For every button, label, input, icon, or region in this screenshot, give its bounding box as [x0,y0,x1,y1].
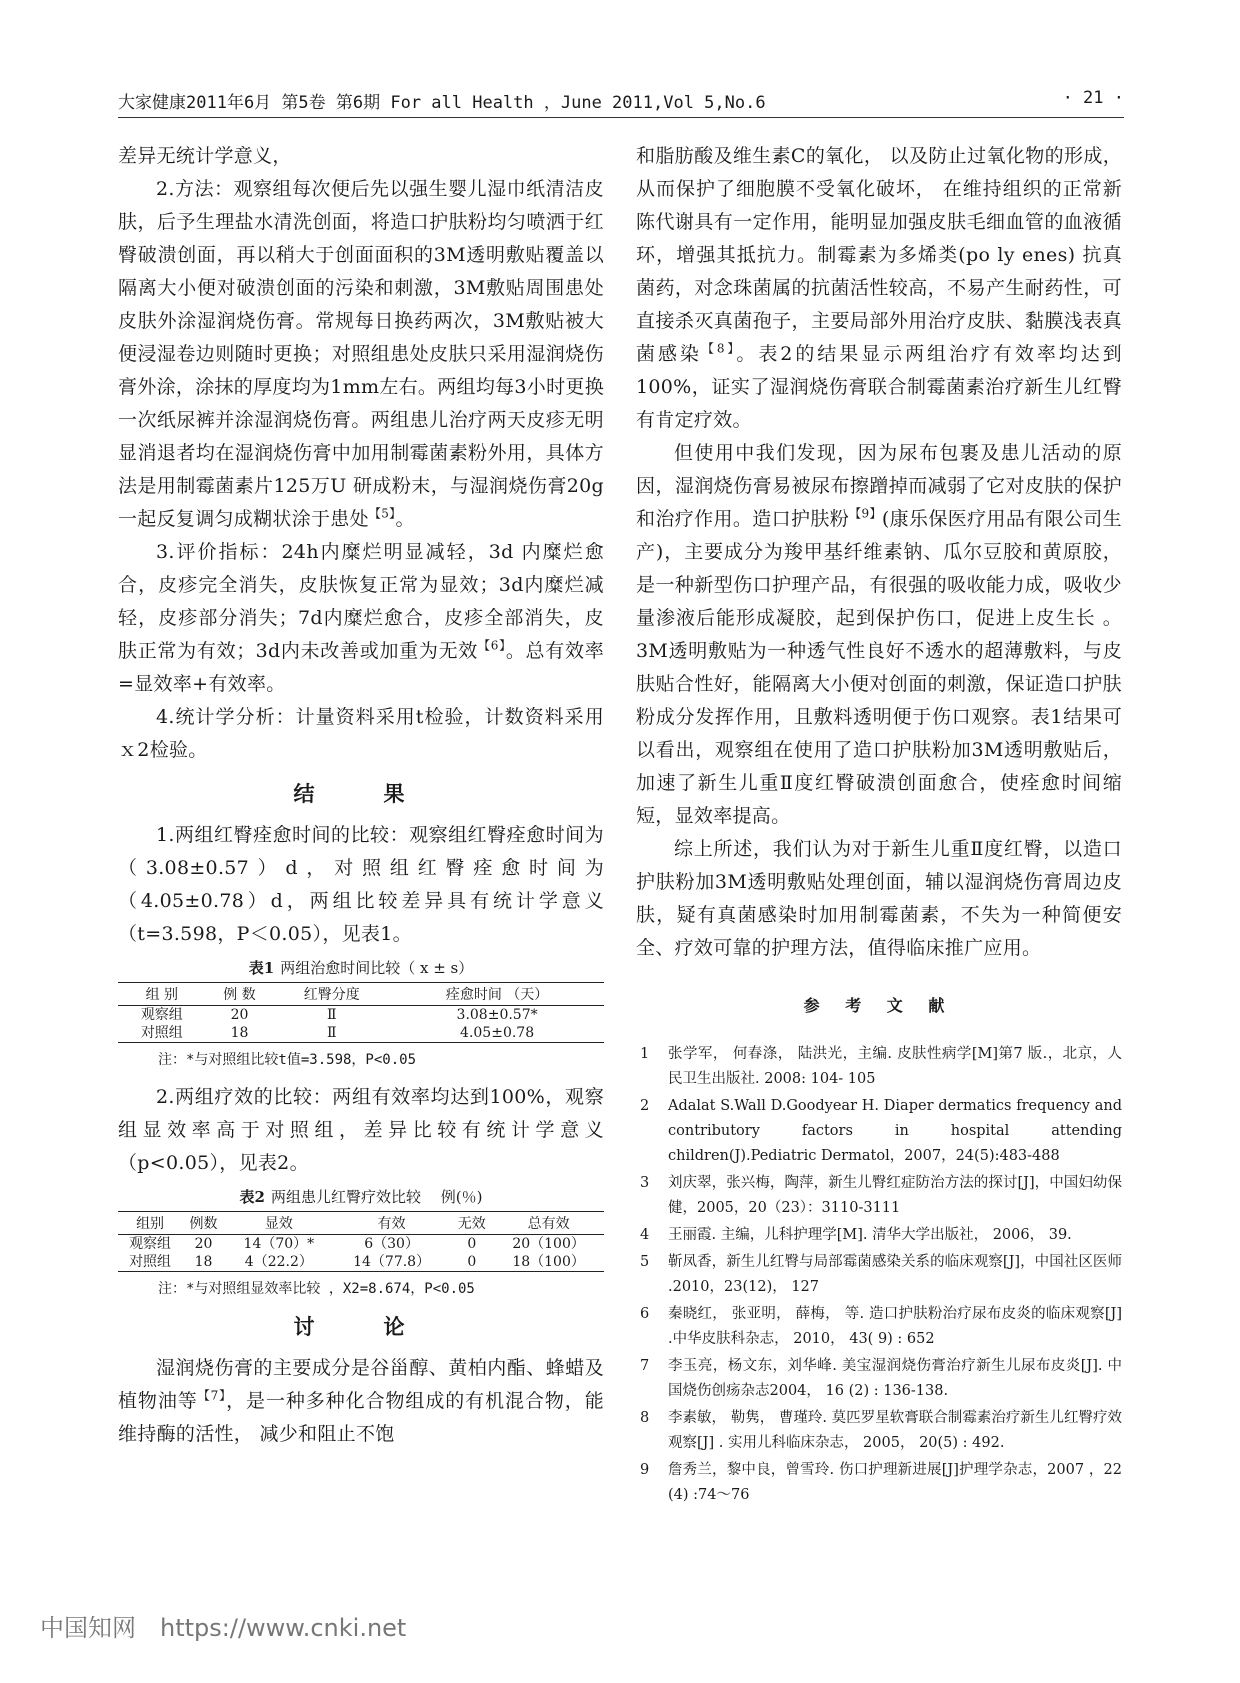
citation-5[interactable]: 【5】 [368,506,396,521]
reference-item: 3 刘庆翠，张兴梅，陶萍，新生儿臀红症防治方法的探讨[J]，中国妇幼保健，2005，20（23）：3110-3111 [640,1175,1122,1216]
table-header: 红臀分度 [273,983,390,1006]
para-methods: 2.方法：观察组每次便后先以强生婴儿湿巾纸清洁皮肤，后予生理盐水清洗创面，将造口护肤粉均匀喷洒于红臀破溃创面，再以稍大于创面面积的3M透明敷贴覆盖以隔离大小便对破溃创面的污染和刺激，3M敷贴周围患处皮肤外涂湿润烧伤膏。常规每日换药两次，3M敷贴被大便浸湿卷边则随时更换；对照组患处皮肤只采用湿润烧伤膏外涂，涂抹的厚度均为1mm左右。两组均每3小时更换一次纸尿裤并涂湿润烧伤膏。两组患儿治疗两天皮疹无明显消退者均在湿润烧伤膏中加用制霉菌素粉外用，具体方法是用制霉菌素片125万U 研成粉末，与湿润烧伤膏20g一起反复调匀成糊状涂于患处$^{【5】}$。 [118,178,605,530]
section-heading-discussion: 讨 论 [293,1314,429,1339]
reference-item: 7 李玉亮，杨文东，刘华峰. 美宝湿润烧伤膏治疗新生儿尿布皮炎[J]. 中国烧伤创疡杂志2004， 16 (2) : 136-138. [640,1358,1122,1399]
reference-item: 4 王丽霞. 主编，儿科护理学[M]. 清华大学出版社， 2006， 39. [640,1227,1072,1243]
para-conclusion: 综上所述，我们认为对于新生儿重Ⅱ度红臀，以造口护肤粉加3M透明敷贴处理创面，辅以湿润烧伤膏周边皮肤，疑有真菌感染时加用制霉菌素，不失为一种简便安全、疗效可靠的护理方法，值得临床推广应用。 [636,838,1122,959]
watermark-url[interactable]: https://www.cnki.net [160,1614,407,1642]
table-row: 观察组 20 14（70）* 6（30） 0 20（100） [129,1236,585,1252]
reference-item: 9 詹秀兰，黎中良，曾雪玲. 伤口护理新进展[J]护理学杂志，2007 ，22 (4) :74～76 [640,1462,1122,1503]
journal-title: 大家健康2011年6月 第5卷 第6期 For all Health ，June 2011,Vol 5,No.6 [118,93,766,113]
table-row: 对照组 18 Ⅱ 4.05±0.78 [118,1024,604,1043]
para-statistics: 4.统计学分析：计量资料采用t检验，计数资料采用ｘ2检验。 [118,706,604,761]
page-number: · 21 · [1062,88,1124,108]
cnki-watermark [40,1608,406,1643]
citation-8[interactable]: 【8】 [701,341,737,356]
table-1-note: 注：*与对照组比较t值=3.598，P<0.05 [158,1052,417,1068]
table-header: 总有效 [493,1212,604,1235]
table-2 [118,1186,604,1298]
running-header [118,88,1124,114]
para-criteria: 3.评价指标：24h内糜烂明显减轻，3d 内糜烂愈合，皮疹完全消失，皮肤恢复正常为显效；3d内糜烂减轻，皮疹部分消失；7d内糜烂愈合，皮疹全部消失，皮肤正常为有效；3d内未改善或加重为无效$^{【6】}$。总有效率=显效率+有效率。 [118,541,604,695]
table-row: 观察组 20 Ⅱ 3.08±0.57* [140,1007,538,1023]
table-2-caption: 表2 两组患儿红臀疗效比较 例(％) [239,1188,483,1206]
para-results-2: 2.两组疗效的比较：两组有效率均达到100%，观察组显效率高于对照组，差异比较有统计学意义（p<0.05），见表2。 [118,1086,604,1174]
right-column [636,140,1122,1510]
references-heading: 参 考 文 献 [803,996,955,1015]
table-header: 例数 [182,1212,225,1235]
table-header: 显效 [225,1212,333,1235]
table-header: 无效 [450,1212,493,1235]
para-discussion-cont: 和脂肪酸及维生素C的氧化， 以及防止过氧化物的形成，从而保护了细胞膜不受氧化破坏， 在维持组织的正常新陈代谢具有一定作用，能明显加强皮肤毛细血管的血液循环，增强其抵抗力。制霉素为多烯类(po ly enes) 抗真菌药，对念珠菌属的抗菌活性较高，不易产生耐药性，可直接杀灭真菌孢子，主要局部外用治疗皮肤、黏膜浅表真菌感染$^{【8】}$。表2的结果显示两组治疗有效率均达到100%，证实了湿润烧伤膏联合制霉菌素治疗新生儿红臀有肯定疗效。 [636,145,1122,431]
reference-item: 5 靳凤香，新生儿红臀与局部霉菌感染关系的临床观察[J]，中国社区医师 .2010，23(12)， 127 [640,1254,1122,1295]
table-1-caption: 表1 两组治愈时间比较（ x ± s） [248,959,474,977]
citation-7[interactable]: 【7】 [197,1388,227,1403]
table-1 [118,957,604,1069]
table-header: 痊愈时间 （天） [390,983,604,1006]
table-header: 例 数 [206,983,274,1006]
para-discussion-1: 湿润烧伤膏的主要成分是谷甾醇、黄柏内酯、蜂蜡及植物油等$^{【7】}$，是一种多种化合物组成的有机混合物，能维持酶的活性， 减少和阻止不饱 [118,1357,605,1445]
watermark-brand: 中国知网 [40,1614,136,1642]
citation-6[interactable]: 【6】 [478,638,506,653]
table-2-grid [118,1211,604,1272]
para-discussion-2: 但使用中我们发现，因为尿布包裹及患儿活动的原因，湿润烧伤膏易被尿布擦蹭掉而减弱了它对皮肤的保护和治疗作用。造口护肤粉$^{【9】}$(康乐保医疗用品有限公司生产)，主要成分为羧甲基纤维素钠、瓜尔豆胶和黄原胶，是一种新型伤口护理产品，有很强的吸收能力成，吸收少量渗液后能形成凝胶，起到保护伤口，促进上皮生长 。3M透明敷贴为一种透气性良好不透水的超薄敷料，与皮肤贴合性好，能隔离大小便对创面的刺激，保证造口护肤粉成分发挥作用，且敷料透明便于伤口观察。表1结果可以看出，观察组在使用了造口护肤粉加3M透明敷贴后，加速了新生儿重Ⅱ度红臀破溃创面愈合，使痊愈时间缩短，显效率提高。 [636,442,1122,827]
table-header: 组 别 [118,983,206,1006]
reference-item: 2 Adalat S.Wall D.Goodyear H. Diaper dermatics frequency and contributory factors in hospital attending children(J).Pediatric Dermatol，2007，24(5):483-488 [640,1098,1122,1164]
left-column [118,140,604,1451]
reference-item: 8 李素敏， 勒隽， 曹瑾玲. 莫匹罗星软膏联合制霉素治疗新生儿红臀疗效观察[J] . 实用儿科临床杂志， 2005， 20(5) : 492. [640,1410,1122,1451]
reference-item: 6 秦晓红， 张亚明， 薛梅， 等. 造口护肤粉治疗尿布皮炎的临床观察[J] .中华皮肤科杂志， 2010， 43( 9) : 652 [640,1306,1122,1347]
table-header: 有效 [333,1212,451,1235]
table-header: 组别 [118,1212,182,1235]
reference-item: 1 张学军， 何春涤， 陆洪光，主编. 皮肤性病学[M]第7 版.，北京，人民卫生出版社. 2008: 104- 105 [640,1046,1122,1087]
para-results-1: 1.两组红臀痊愈时间的比较：观察组红臀痊愈时间为（3.08±0.57）d，对照组红臀痊愈时间为（4.05±0.78）d，两组比较差异具有统计学意义（t=3.598，P＜0.05），见表1。 [118,824,604,945]
table-row: 对照组 18 4（22.2） 14（77.8） 0 18（100） [118,1253,604,1272]
reference-list [636,1042,1122,1508]
table-2-note: 注：*与对照组显效率比较 ，X2=8.674，P<0.05 [158,1281,475,1297]
table-1-grid [118,982,604,1043]
section-heading-results: 结 果 [293,781,429,806]
header-rule [118,117,1124,118]
citation-9[interactable]: 【9】 [849,506,882,521]
para-continued: 差异无统计学意义， [118,145,292,167]
